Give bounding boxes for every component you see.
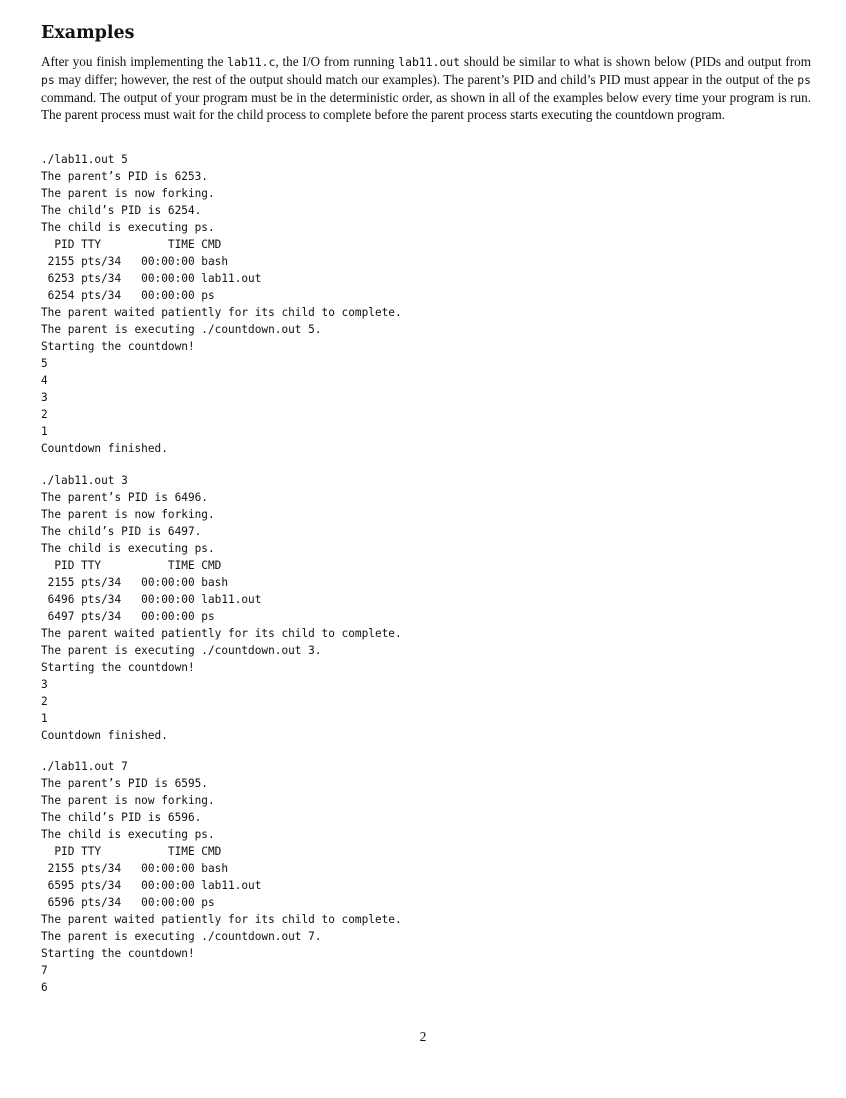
terminal-line: The parent waited patiently for its child to complete. (41, 306, 402, 319)
terminal-line: The parent’s PID is 6253. (41, 170, 208, 183)
section-heading: Examples (41, 23, 135, 43)
terminal-output-example-2 (41, 472, 402, 744)
terminal-line: The child is executing ps. (41, 828, 215, 841)
terminal-line: 1 (41, 425, 48, 438)
terminal-line: The parent is executing ./countdown.out 5. (41, 323, 322, 336)
intro-text: command. The output of your program must be in the deterministic order, as shown in all of the examples below every time your program is run. The parent process must wait for the child process to complete before the parent process starts executing the countdown program. (41, 90, 811, 122)
terminal-line: PID TTY TIME CMD (41, 559, 222, 572)
intro-text: After you finish implementing the (41, 54, 228, 69)
terminal-line: 2155 pts/34 00:00:00 bash (41, 862, 229, 875)
terminal-line: ./lab11.out 3 (41, 474, 128, 487)
terminal-line: The child is executing ps. (41, 542, 215, 555)
terminal-line: Starting the countdown! (41, 661, 195, 674)
terminal-line: 6253 pts/34 00:00:00 lab11.out (41, 272, 262, 285)
terminal-line: 6 (41, 981, 48, 994)
terminal-line: 6596 pts/34 00:00:00 ps (41, 896, 215, 909)
terminal-output-example-3 (41, 758, 402, 996)
terminal-line: 4 (41, 374, 48, 387)
terminal-line: The parent is now forking. (41, 508, 215, 521)
inline-code: lab11.c (227, 55, 276, 69)
intro-text: , the I/O from running (275, 54, 399, 69)
terminal-line: Countdown finished. (41, 729, 168, 742)
terminal-line: Starting the countdown! (41, 947, 195, 960)
terminal-line: The parent waited patiently for its child to complete. (41, 627, 402, 640)
terminal-line: 3 (41, 678, 48, 691)
terminal-line: The parent’s PID is 6595. (41, 777, 208, 790)
terminal-line: The parent is now forking. (41, 187, 215, 200)
intro-paragraph (41, 53, 811, 123)
terminal-line: The child’s PID is 6254. (41, 204, 202, 217)
terminal-line: 1 (41, 712, 48, 725)
terminal-line: The parent is now forking. (41, 794, 215, 807)
terminal-line: The child’s PID is 6596. (41, 811, 202, 824)
terminal-line: PID TTY TIME CMD (41, 845, 222, 858)
terminal-line: ./lab11.out 5 (41, 153, 128, 166)
terminal-line: PID TTY TIME CMD (41, 238, 222, 251)
terminal-line: The child is executing ps. (41, 221, 215, 234)
terminal-line: 6595 pts/34 00:00:00 lab11.out (41, 879, 262, 892)
terminal-line: 6254 pts/34 00:00:00 ps (41, 289, 215, 302)
terminal-line: The parent waited patiently for its child to complete. (41, 913, 402, 926)
page-number: 2 (419, 1029, 427, 1044)
inline-code: ps (797, 73, 811, 87)
terminal-line: The child’s PID is 6497. (41, 525, 202, 538)
inline-code: lab11.out (398, 55, 460, 69)
terminal-line: The parent is executing ./countdown.out 3. (41, 644, 322, 657)
terminal-line: 2155 pts/34 00:00:00 bash (41, 576, 229, 589)
intro-text: should be similar to what is shown below (PIDs and output from (459, 54, 812, 69)
terminal-line: The parent’s PID is 6496. (41, 491, 208, 504)
terminal-line: 5 (41, 357, 48, 370)
terminal-line: The parent is executing ./countdown.out 7. (41, 930, 322, 943)
terminal-line: 2155 pts/34 00:00:00 bash (41, 255, 229, 268)
terminal-output-example-1 (41, 151, 402, 457)
intro-text: may differ; however, the rest of the output should match our examples). The parent’s PID and child’s PID must appear in the output of the (54, 72, 798, 87)
terminal-line: 6496 pts/34 00:00:00 lab11.out (41, 593, 262, 606)
terminal-line: Starting the countdown! (41, 340, 195, 353)
terminal-line: 6497 pts/34 00:00:00 ps (41, 610, 215, 623)
terminal-line: 2 (41, 695, 48, 708)
inline-code: ps (41, 73, 55, 87)
terminal-line: 7 (41, 964, 48, 977)
terminal-line: ./lab11.out 7 (41, 760, 128, 773)
terminal-line: 3 (41, 391, 48, 404)
terminal-line: 2 (41, 408, 48, 421)
terminal-line: Countdown finished. (41, 442, 168, 455)
